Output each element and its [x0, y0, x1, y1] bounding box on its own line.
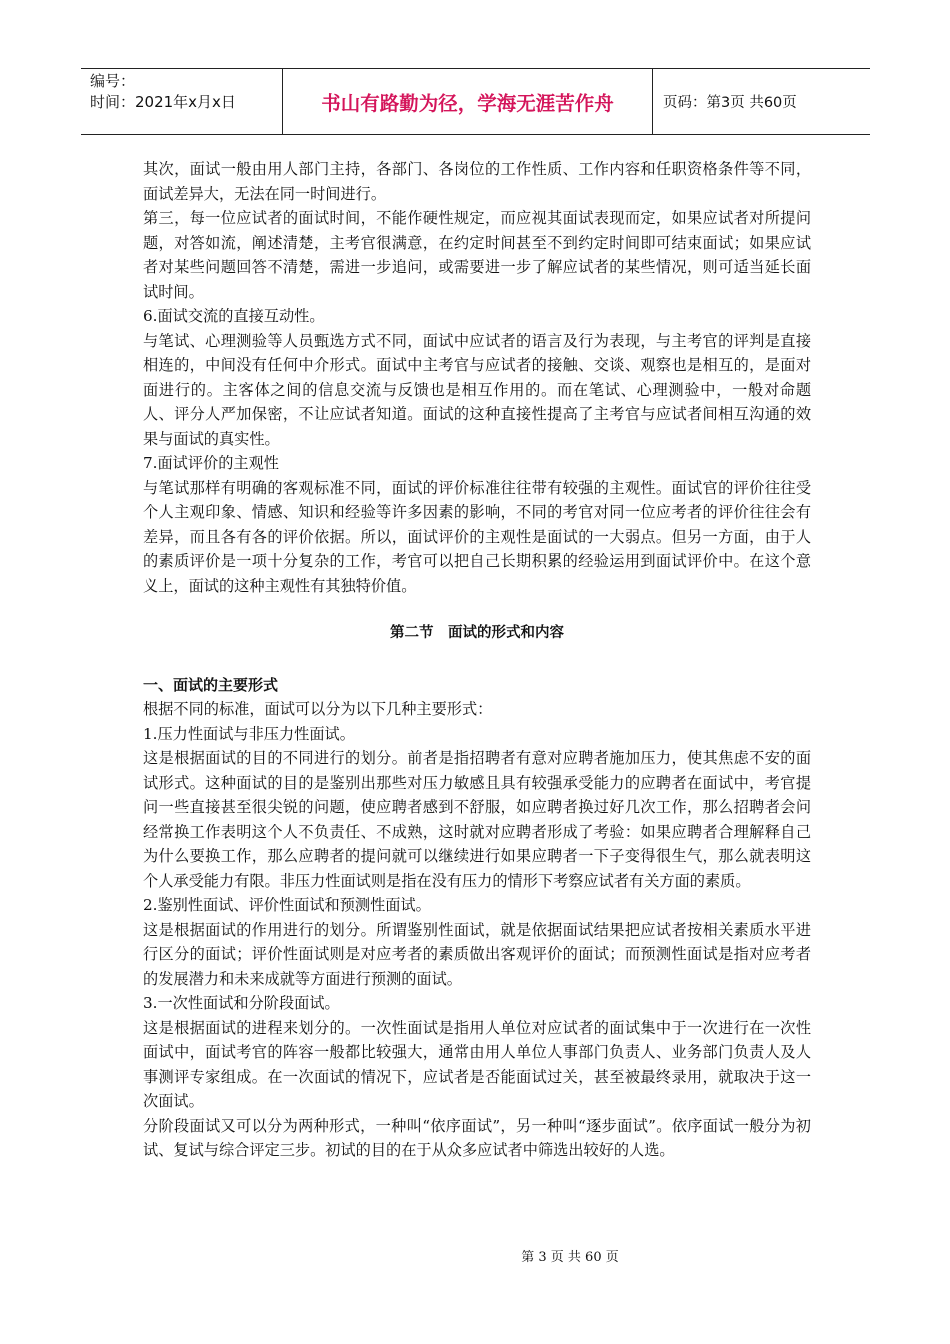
header-page-info: 页码：第3页 共60页	[663, 95, 797, 111]
paragraph: 这是根据面试的进程来划分的。一次性面试是指用人单位对应试者的面试集中于一次进行在一次性面试中，面试考官的阵容一般都比较强大，通常由用人单位人事部门负责人、业务部门负责人及人事测评专家组成。在一次面试的情况下，应试者是否能面试过关，甚至被最终录用，就取决于这一次面试。	[143, 1018, 811, 1110]
section-title: 第二节 面试的形式和内容	[390, 625, 564, 641]
page-header	[81, 68, 870, 135]
paragraph: 第三，每一位应试者的面试时间，不能作硬性规定，而应视其面试表现而定，如果应试者对所提问题，对答如流，阐述清楚，主考官很满意，在约定时间甚至不到约定时间即可结束面试；如果应试者对某些问题回答不清楚，需进一步追问，或需要进一步了解应试者的某些情况，则可适当延长面试时间。	[143, 209, 811, 301]
document-date: 时间：2021年x月x日	[90, 93, 236, 111]
document-number-label: 编号：	[90, 72, 136, 90]
paragraph: 与笔试、心理测验等人员甄选方式不同，面试中应试者的语言及行为表现，与主考官的评判是直接相连的，中间没有任何中介形式。面试中主考官与应试者的接触、交谈、观察也是相互的，是面对面进行的。主客体之间的信息交流与反馈也是相互作用的。而在笔试、心理测验中，一般对命题人、评分人严加保密，不让应试者知道。面试的这种直接性提高了主考官与应试者间相互沟通的效果与面试的真实性。	[143, 331, 811, 448]
document-body	[143, 157, 811, 1163]
item-heading: 7.面试评价的主观性	[143, 454, 279, 472]
item-heading: 2.鉴别性面试、评价性面试和预测性面试。	[143, 896, 431, 914]
item-heading: 1.压力性面试与非压力性面试。	[143, 724, 355, 743]
header-motto: 书山有路勤为径，学海无涯苦作舟	[283, 69, 653, 134]
page-footer: 第 3 页 共 60 页	[521, 1250, 619, 1265]
item-heading: 6.面试交流的直接互动性。	[143, 307, 325, 325]
paragraph: 其次，面试一般由用人部门主持，各部门、各岗位的工作性质、工作内容和任职资格条件等不同，面试差异大，无法在同一时间进行。	[143, 160, 811, 203]
paragraph: 分阶段面试又可以分为两种形式，一种叫“依序面试”，另一种叫“逐步面试”。依序面试一般分为初试、复试与综合评定三步。初试的目的在于从众多应试者中筛选出较好的人选。	[143, 1116, 811, 1159]
header-meta	[81, 69, 283, 134]
paragraph: 根据不同的标准，面试可以分为以下几种主要形式：	[143, 700, 493, 718]
paragraph: 与笔试那样有明确的客观标准不同，面试的评价标准往往带有较强的主观性。面试官的评价往往受个人主观印象、情感、知识和经验等许多因素的影响，不同的考官对同一位应考者的评价往往会有差异，而且各有各的评价依据。所以，面试评价的主观性是面试的一大弱点。但另一方面，由于人的素质评价是一项十分复杂的工作，考官可以把自己长期积累的经验运用到面试评价中。在这个意义上，面试的这种主观性有其独特价值。	[143, 478, 811, 595]
item-heading: 3.一次性面试和分阶段面试。	[143, 994, 340, 1012]
paragraph: 这是根据面试的目的不同进行的划分。前者是指招聘者有意对应聘者施加压力，使其焦虑不安的面试形式。这种面试的目的是鉴别出那些对压力敏感且具有较强承受能力的应聘者在面试中，考官提问一些直接甚至很尖锐的问题，使应聘者感到不舒服，如应聘者换过好几次工作，那么招聘者会问经常换工作表明这个人不负责任、不成熟，这时就对应聘者形成了考验：如果应聘者合理解释自己为什么要换工作，那么应聘者的提问就可以继续进行如果应聘者一下子变得很生气，那么就表明这个人承受能力有限。非压力性面试则是指在没有压力的情形下考察应试者有关方面的素质。	[143, 749, 811, 890]
paragraph: 这是根据面试的作用进行的划分。所谓鉴别性面试，就是依据面试结果把应试者按相关素质水平进行区分的面试；评价性面试则是对应考者的素质做出客观评价的面试；而预测性面试是指对应考者的发展潜力和未来成就等方面进行预测的面试。	[143, 920, 811, 988]
subsection-title: 一、面试的主要形式	[143, 675, 279, 694]
